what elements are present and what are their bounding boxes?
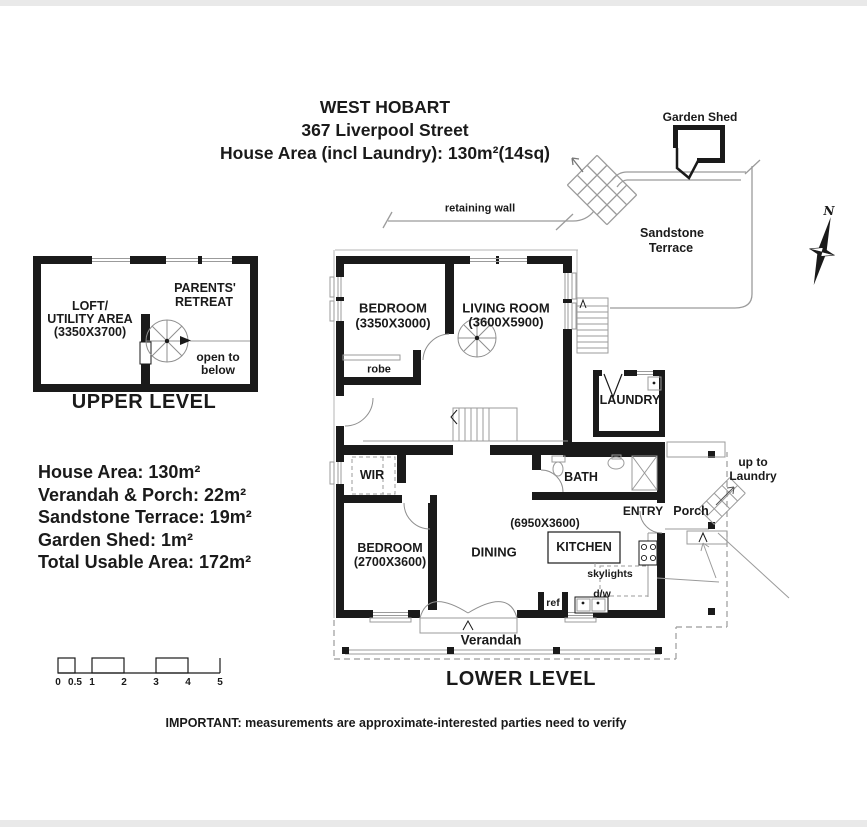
terrace-stairs bbox=[577, 298, 608, 353]
title-house-area: House Area (incl Laundry): 130m²(14sq) bbox=[220, 143, 550, 163]
entry-label: ENTRY bbox=[622, 504, 664, 518]
loft-dims-label: (3350X3700) bbox=[53, 324, 127, 339]
dw-label: d/w bbox=[593, 587, 611, 600]
stat-verandah-porch: Verandah & Porch: 22m² bbox=[38, 484, 247, 505]
verandah-edge bbox=[342, 647, 662, 654]
robe-shelf bbox=[343, 355, 400, 360]
shed-door bbox=[677, 148, 699, 178]
retaining-wall-label: retaining wall bbox=[444, 202, 516, 215]
scale-tick-1: 1 bbox=[89, 677, 95, 688]
title-address: 367 Liverpool Street bbox=[301, 120, 469, 140]
scale-bar bbox=[58, 658, 220, 673]
stat-garden-shed: Garden Shed: 1m² bbox=[38, 529, 194, 550]
laundry-label: LAUNDRY bbox=[599, 392, 661, 407]
sandstone-terrace-label-1: Sandstone bbox=[640, 225, 704, 240]
up-to-laundry-arrow bbox=[716, 487, 734, 505]
living-room-dims-label: (3600X5900) bbox=[468, 314, 544, 330]
plan-title bbox=[165, 96, 605, 165]
ref-label: ref bbox=[546, 596, 560, 609]
disclaimer: IMPORTANT: measurements are approximate-interested parties need to verify bbox=[165, 715, 627, 730]
loft-label-2: UTILITY AREA bbox=[47, 311, 133, 326]
open-to-below-label-1: open to bbox=[196, 350, 240, 364]
stairs-direction-arrow bbox=[451, 410, 457, 424]
north-label: N bbox=[823, 204, 835, 218]
parents-retreat-label-1: PARENTS' bbox=[174, 280, 236, 295]
scale-tick-0: 0 bbox=[55, 677, 61, 688]
bath-label: BATH bbox=[564, 469, 598, 484]
stove bbox=[639, 541, 657, 565]
north-arrow bbox=[801, 214, 843, 288]
scale-tick-05: 0.5 bbox=[68, 677, 82, 688]
bedroom1-dims-label: (3350X3000) bbox=[355, 315, 431, 331]
skylights-label: skylights bbox=[587, 567, 633, 580]
scale-tick-5: 5 bbox=[217, 677, 223, 688]
stat-sandstone-terrace: Sandstone Terrace: 19m² bbox=[38, 507, 252, 527]
garden-shed bbox=[673, 125, 725, 178]
verandah-label: Verandah bbox=[460, 632, 522, 648]
stat-house-area: House Area: 130m² bbox=[38, 462, 201, 482]
living-room-label: LIVING ROOM bbox=[462, 300, 550, 316]
internal-stairs bbox=[363, 408, 568, 441]
parents-retreat-label-2: RETREAT bbox=[174, 294, 234, 309]
scale-tick-3: 3 bbox=[153, 677, 159, 688]
lower-level-heading: LOWER LEVEL bbox=[446, 668, 596, 690]
garden-shed-label: Garden Shed bbox=[662, 110, 738, 124]
laundry-landing bbox=[667, 442, 725, 457]
wir-label: WIR bbox=[359, 467, 385, 482]
porch bbox=[657, 442, 789, 615]
up-to-laundry-label-2: Laundry bbox=[729, 469, 777, 483]
verandah-step bbox=[420, 618, 517, 633]
title-suburb: WEST HOBART bbox=[319, 97, 451, 117]
bedroom2-dims-label: (2700X3600) bbox=[353, 554, 427, 569]
dining-label: DINING bbox=[471, 544, 517, 560]
bedroom1-label: BEDROOM bbox=[359, 300, 427, 316]
loft-label-1: LOFT/ bbox=[71, 298, 109, 313]
scale-tick-4: 4 bbox=[185, 677, 191, 688]
stat-total-usable: Total Usable Area: 172m² bbox=[38, 552, 252, 572]
upper-level-heading: UPPER LEVEL bbox=[71, 391, 217, 413]
open-to-below-label-2: below bbox=[200, 363, 236, 377]
sandstone-terrace-label-2: Terrace bbox=[648, 240, 694, 255]
bedroom2-label: BEDROOM bbox=[357, 540, 423, 555]
up-to-laundry-label-1: up to bbox=[738, 455, 768, 469]
porch-label: Porch bbox=[673, 503, 709, 518]
scale-tick-2: 2 bbox=[121, 677, 127, 688]
kitchen-dims-label: (6950X3600) bbox=[510, 516, 580, 530]
kitchen-label: KITCHEN bbox=[556, 539, 612, 554]
area-summary bbox=[38, 461, 252, 574]
open-to-below-marker bbox=[180, 336, 191, 345]
robe-label: robe bbox=[367, 363, 391, 376]
